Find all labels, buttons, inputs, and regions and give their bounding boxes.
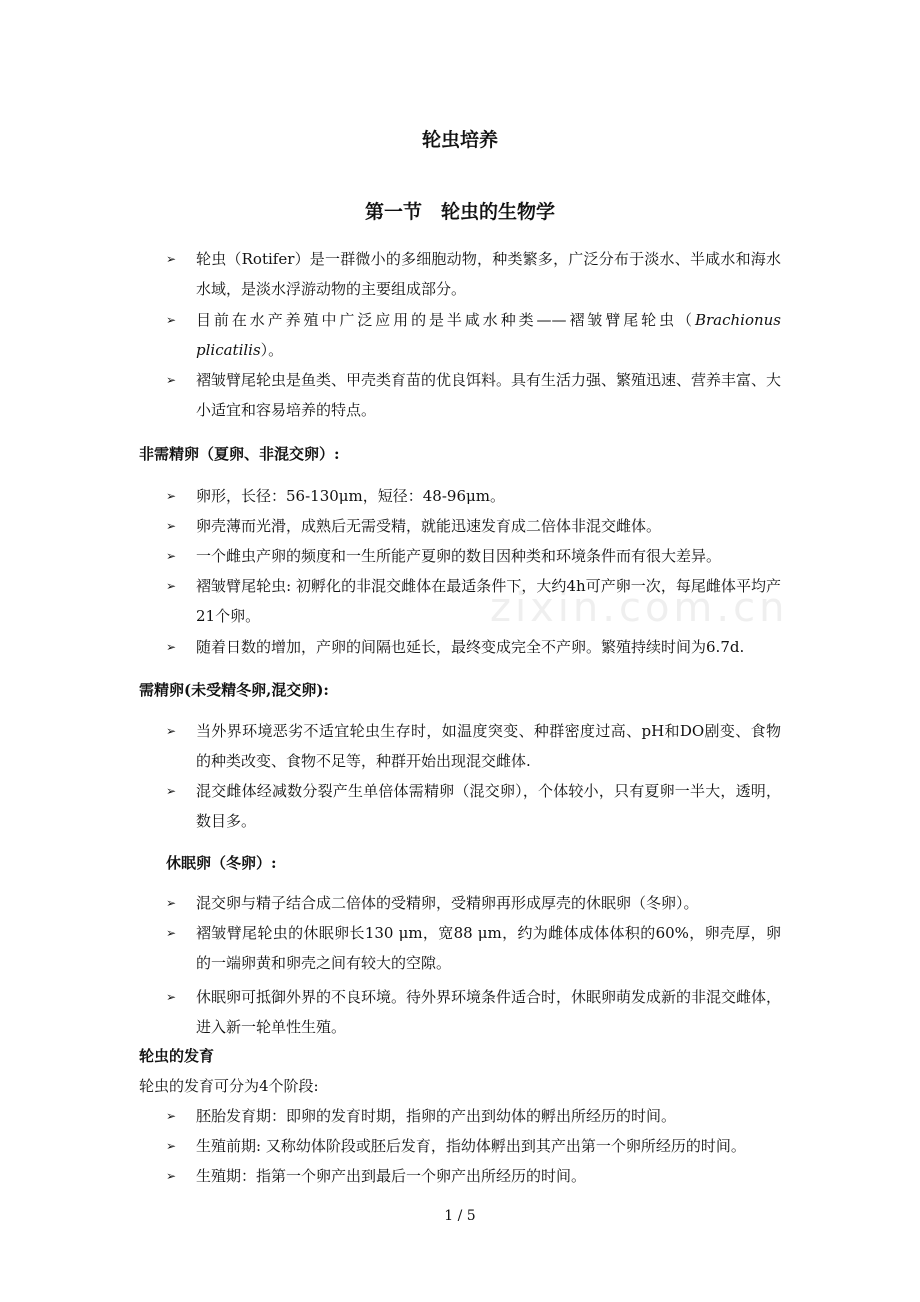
list-item: ➢ 生殖期：指第一个卵产出到最后一个卵产出所经历的时间。 bbox=[166, 1161, 781, 1191]
arrow-bullet-icon: ➢ bbox=[166, 549, 177, 563]
arrow-bullet-icon: ➢ bbox=[166, 489, 177, 503]
arrow-bullet-icon: ➢ bbox=[166, 784, 177, 798]
list-item: ➢ 褶皱臂尾轮虫的休眠卵长130 μm，宽88 μm，约为雌体成体体积的60%，卵壳厚，卵的一端卵黄和卵壳之间有较大的空隙。 bbox=[166, 918, 781, 978]
list-item: ➢ 随着日数的增加，产卵的间隔也延长，最终变成完全不产卵。繁殖持续时间为6.7d. bbox=[166, 632, 781, 662]
arrow-bullet-icon: ➢ bbox=[166, 1169, 177, 1183]
arrow-bullet-icon: ➢ bbox=[166, 926, 177, 940]
list-item: ➢ 褶皱臂尾轮虫: 初孵化的非混交雌体在最适条件下，大约4h可产卵一次，每尾雌体平均产21个卵。 bbox=[166, 571, 781, 631]
document-title: 轮虫培养 bbox=[421, 129, 498, 151]
list-item: ➢ 胚胎发育期：即卵的发育时期，指卵的产出到幼体的孵出所经历的时间。 bbox=[166, 1101, 781, 1131]
arrow-bullet-icon: ➢ bbox=[166, 1139, 177, 1153]
list-item: ➢ 一个雌虫产卵的频度和一生所能产夏卵的数目因种类和环境条件而有很大差异。 bbox=[166, 541, 781, 571]
subheading-winter-eggs: 需精卵(未受精冬卵,混交卵): bbox=[139, 681, 329, 699]
list-item: ➢ 卵壳薄而光滑，成熟后无需受精，就能迅速发育成二倍体非混交雌体。 bbox=[166, 511, 781, 541]
list-item: ➢ 当外界环境恶劣不适宜轮虫生存时，如温度突变、种群密度过高、pH和DO剧变、食物的种类改变、食物不足等，种群开始出现混交雌体. bbox=[166, 716, 781, 776]
list-item: ➢ 生殖前期: 又称幼体阶段或胚后发育，指幼体孵出到其产出第一个卵所经历的时间。 bbox=[166, 1131, 781, 1161]
subheading-resting-eggs: 休眠卵（冬卵）: bbox=[166, 854, 277, 872]
arrow-bullet-icon: ➢ bbox=[166, 1109, 177, 1123]
arrow-bullet-icon: ➢ bbox=[166, 896, 177, 910]
arrow-bullet-icon: ➢ bbox=[166, 579, 177, 593]
list-item: ➢ 混交卵与精子结合成二倍体的受精卵，受精卵再形成厚壳的休眠卵（冬卵）。 bbox=[166, 888, 781, 918]
subheading-development: 轮虫的发育 bbox=[139, 1047, 215, 1065]
development-intro: 轮虫的发育可分为4个阶段: bbox=[139, 1077, 319, 1095]
arrow-bullet-icon: ➢ bbox=[166, 373, 177, 387]
list-item: ➢ 混交雌体经减数分裂产生单倍体需精卵（混交卵），个体较小，只有夏卵一半大，透明，数目多。 bbox=[166, 776, 781, 836]
list-item: ➢ 褶皱臂尾轮虫是鱼类、甲壳类育苗的优良饵料。具有生活力强、繁殖迅速、营养丰富、大小适宜和容易培养的特点。 bbox=[166, 365, 781, 425]
section-title: 第一节 轮虫的生物学 bbox=[364, 201, 555, 223]
arrow-bullet-icon: ➢ bbox=[166, 724, 177, 738]
list-item: ➢ 休眠卵可抵御外界的不良环境。待外界环境条件适合时，休眠卵萌发成新的非混交雌体，进入新一轮单性生殖。 bbox=[166, 982, 781, 1042]
list-item: ➢ 卵形，长径：56-130μm，短径：48-96μm。 bbox=[166, 481, 781, 511]
arrow-bullet-icon: ➢ bbox=[166, 640, 177, 654]
arrow-bullet-icon: ➢ bbox=[166, 990, 177, 1004]
arrow-bullet-icon: ➢ bbox=[166, 313, 177, 327]
arrow-bullet-icon: ➢ bbox=[166, 252, 177, 266]
arrow-bullet-icon: ➢ bbox=[166, 519, 177, 533]
list-item: ➢ 目前在水产养殖中广泛应用的是半咸水种类——褶皱臂尾轮虫（Brachionus plicatilis）。 bbox=[166, 305, 781, 365]
watermark: zixin.com.cn bbox=[490, 585, 789, 631]
page-number: 1 / 5 bbox=[444, 1208, 476, 1224]
list-item: ➢ 轮虫（Rotifer）是一群微小的多细胞动物，种类繁多，广泛分布于淡水、半咸水和海水水域，是淡水浮游动物的主要组成部分。 bbox=[166, 244, 781, 304]
scientific-name: Brachionus plicatilis bbox=[196, 311, 781, 359]
subheading-summer-eggs: 非需精卵（夏卵、非混交卵）: bbox=[139, 445, 340, 463]
